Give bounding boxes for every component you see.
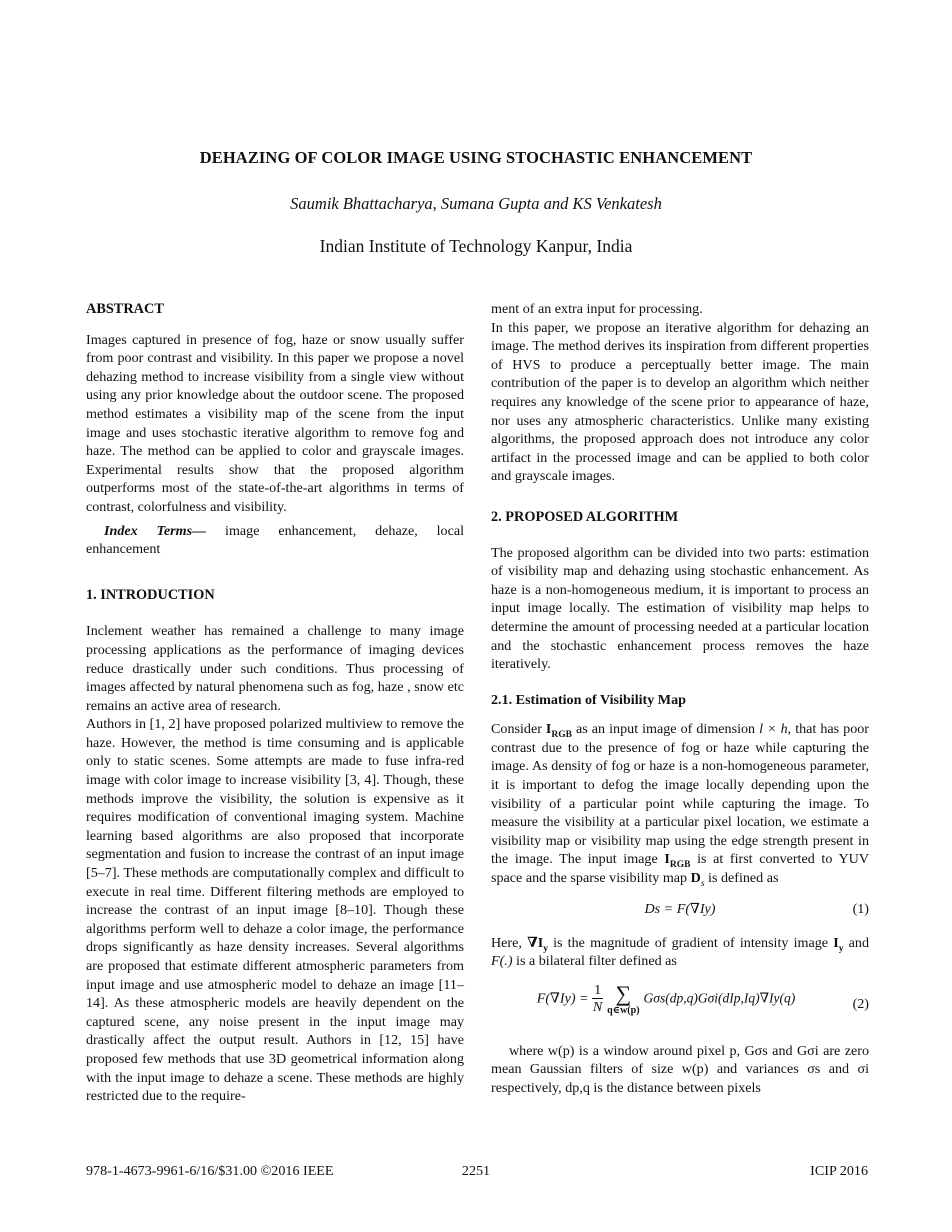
gradient-paragraph xyxy=(491,934,869,971)
index-terms-label: Index Terms— xyxy=(104,522,207,539)
window-paragraph: where w(p) is a window around pixel p, Gσs and Gσi are zero mean Gaussian filters of size w(p) and variances σs and σi respectively, dp,q is the distance between pixels xyxy=(491,1042,869,1096)
symbol-irgb xyxy=(545,721,573,741)
proposed-paragraph: The proposed algorithm can be divided into two parts: estimation of visibility map and dehazing using stochastic enhancement. As haze is a non-homogeneous medium, it is important to process an input image locally. The estimation of visibility map helps to determine the amount of processing needed at a particular location and the stochastic enhancement process removes the haze iteratively. xyxy=(491,544,869,673)
text-run: is defined as xyxy=(704,870,779,887)
intro-heading: 1. INTRODUCTION xyxy=(86,586,215,603)
symbol-s-sub: s xyxy=(700,878,705,889)
intro-paragraph-1: Inclement weather has remained a challenge to many image processing applications as the performance of imaging devices reduce drastically under such conditions. Thus processing of images affected by natural phenomena such as fog, haze , snow etc remains an active area of research. xyxy=(86,623,464,714)
symbol-irgb xyxy=(664,851,691,871)
footer-isbn: 978-1-4673-9961-6/16/$31.00 ©2016 IEEE xyxy=(86,1163,334,1179)
paper-authors: Saumik Bhattacharya, Sumana Gupta and KS Venkatesh xyxy=(290,194,662,213)
text-run: is a bilateral filter defined as xyxy=(512,953,677,970)
index-terms-text: image enhancement, dehaze, local enhancement xyxy=(86,522,464,558)
symbol-i: I xyxy=(664,851,670,868)
intro-paragraph-3: ment of an extra input for processing. xyxy=(491,301,703,317)
fraction-numerator: 1 xyxy=(594,982,602,999)
equation-2-rhs: Gσs(dp,q)Gσi(dIp,Iq)∇Iy(q) xyxy=(643,990,796,1006)
symbol-y-sub: y xyxy=(838,943,844,954)
equation-1-number: (1) xyxy=(852,900,869,917)
proposed-heading: 2. PROPOSED ALGORITHM xyxy=(491,508,679,525)
fraction-denominator: N xyxy=(592,999,603,1016)
paper-title: DEHAZING OF COLOR IMAGE USING STOCHASTIC ENHANCEMENT xyxy=(199,148,753,167)
footer-conference: ICIP 2016 xyxy=(810,1163,868,1179)
symbol-rgb-sub: RGB xyxy=(551,730,573,741)
summation-index: q∈w(p) xyxy=(607,1004,640,1016)
symbol-i: I xyxy=(545,721,552,738)
left-column xyxy=(86,300,464,1106)
visibility-paragraph xyxy=(491,720,869,887)
intro-paragraph-2: Authors in [1, 2] have proposed polarized multiview to remove the haze. However, the method is time consuming and is applicable only to static scenes. Some attempts are made to fuse infra-red image with color image to increase visibility [3, 4]. Though, these methods improve the visibility, the solution is expensive as it requires modification of conventional imaging system. Machine learning based algorithms are also proposed that incorporate segmentation and fusion to increase the contrast of an input image [5–7]. These methods are computationally complex and difficult to execute in real time. Different filtering methods are employed to increase the contrast of an input image [8–10]. Though these algorithms perform well to dehaze a color image, the performance drops significantly as haze density increases. Several algorithms are proposed that estimate different atmospheric parameters from input image and use atmospheric model to dehaze an image [11–14]. As these atmospheric models are heavily dependent on the captured scene, any noise present in the input image may drastically affect the output result. Authors in [12, 15] have proposed few methods that use 3D geometrical information along with the input image to dehaze a scene. These methods are highly restricted due to the require- xyxy=(86,716,464,1105)
text-run: as an input image of dimension xyxy=(572,721,760,738)
intro-paragraph-4: In this paper, we propose an iterative algorithm for dehazing an image. The method derives its inspiration from different properties of HVS to produce a perceptually better image. The main contribution of the paper is to develop an algorithm which neither requires any knowledge of the scene prior to appearance of haze, nor uses any atmospheric characteristics. Unlike many existing algorithms, the proposed approach does not introduce any color artifact in the processed image and can be applied to both color and grayscale images. xyxy=(491,319,869,485)
subsection-heading: 2.1. Estimation of Visibility Map xyxy=(491,691,686,708)
footer-page-number: 2251 xyxy=(461,1163,491,1179)
symbol-rgb-sub: RGB xyxy=(669,860,691,871)
equation-2 xyxy=(491,980,869,1035)
equation-2-lhs: F(∇Iy) = xyxy=(536,990,593,1007)
text-run: and xyxy=(843,934,869,951)
symbol-f: F(.) xyxy=(491,953,513,970)
symbol-dimension: l × h xyxy=(759,721,788,738)
text-run: is at first converted to YUV space and the sparse visibility map xyxy=(491,851,869,887)
right-column xyxy=(491,300,869,1098)
symbol-ds xyxy=(691,870,701,886)
symbol-iy: I xyxy=(833,934,839,951)
equation-2-fraction xyxy=(592,983,603,1015)
symbol-d: D xyxy=(690,870,701,887)
equation-1-body: Ds = F(∇Iy) xyxy=(644,900,716,917)
summation-sign: ∑ xyxy=(615,980,632,1006)
paper-affiliation: Indian Institute of Technology Kanpur, India xyxy=(319,236,633,256)
text-run: is the magnitude of gradient of intensity image xyxy=(547,934,834,951)
abstract-text: Images captured in presence of fog, haze or snow usually suffer from poor contrast and visibility. In this paper we propose a novel dehazing method to increase visibility from a single view without using any prior knowledge about the outdoor scene. The proposed method estimates a visibility map of the scene from the input image and uses stochastic iterative algorithm to remove fog and haze. The method can be applied to color and grayscale images. Experimental results show that the proposed algorithm outperforms most of the state-of-the-art algorithms in terms of contrast, colorfulness and visibility. xyxy=(86,331,464,515)
text-run: Here, xyxy=(491,934,528,951)
equation-1 xyxy=(491,900,869,920)
text-run: Consider xyxy=(491,721,546,738)
symbol-grad-i: ∇I xyxy=(527,934,544,951)
equation-2-body xyxy=(491,980,869,1016)
equation-2-summation xyxy=(607,980,640,1016)
text-run: , that has poor contrast due to the presence of fog or haze while capturing the image. As density of fog or haze is a non-homogeneous parameter, it is important to defog the image locally depending upon the visibility of a particular point while capturing the image. To measure the visibility at a particular pixel location, we estimate a visibility map or visibility map using the edge strength present in the image. The input image xyxy=(491,721,869,868)
equation-2-number: (2) xyxy=(852,995,869,1012)
abstract-heading: ABSTRACT xyxy=(86,301,164,317)
index-terms xyxy=(86,522,464,559)
symbol-y-sub: y xyxy=(543,943,548,954)
